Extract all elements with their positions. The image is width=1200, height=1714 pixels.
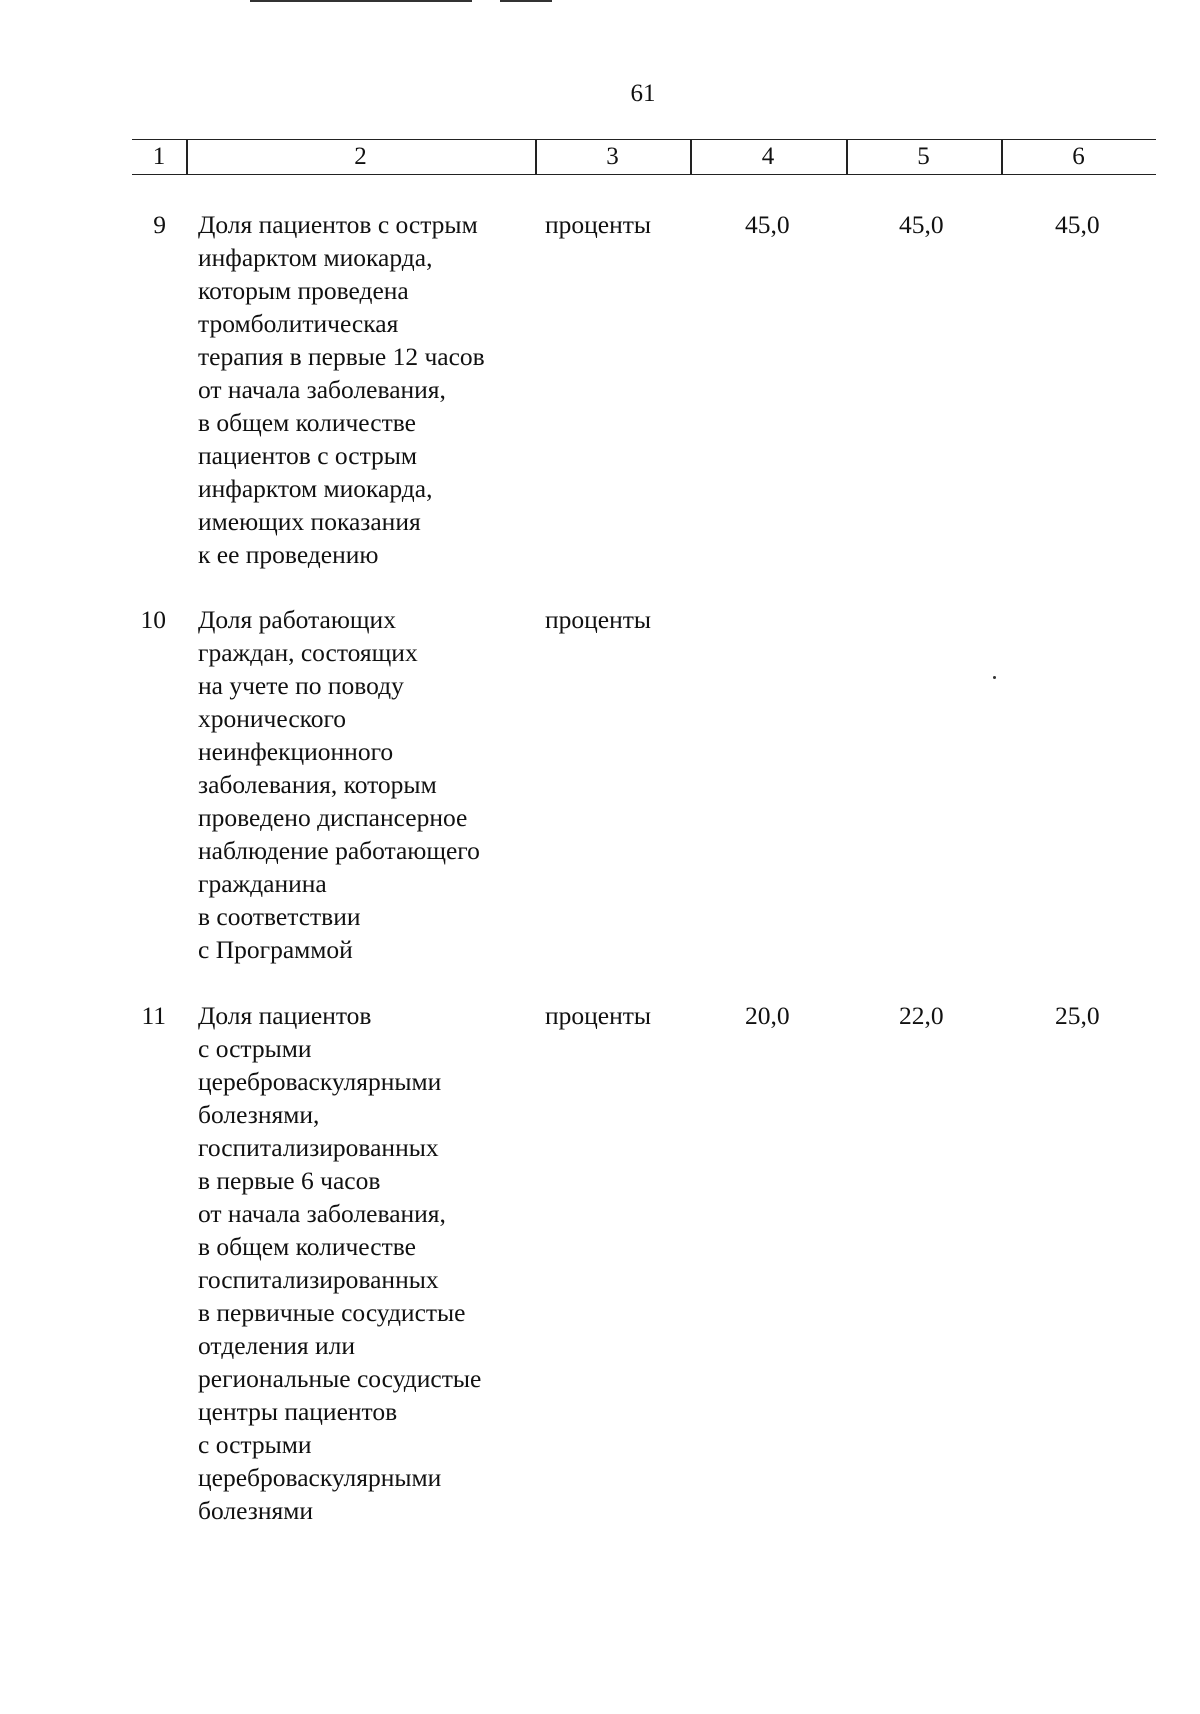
row-value: 45,0: [899, 210, 944, 239]
description-line: Доля пациентов: [198, 1001, 372, 1030]
description-line: на учете по поводу: [198, 671, 404, 700]
description-line: в первичные сосудистые: [198, 1298, 466, 1327]
description-line: в общем количестве: [198, 1232, 416, 1261]
row-number: 9: [153, 210, 166, 239]
description-line: тромболитическая: [198, 309, 399, 338]
row-description: [198, 999, 481, 1527]
description-line: инфарктом миокарда,: [198, 474, 433, 503]
scan-artifact-line: [250, 0, 472, 2]
description-line: к ее проведению: [198, 540, 379, 569]
description-line: от начала заболевания,: [198, 375, 446, 404]
description-line: в соответствии: [198, 902, 361, 931]
description-line: Доля пациентов с острым: [198, 210, 478, 239]
description-line: граждан, состоящих: [198, 638, 418, 667]
row-value: 22,0: [899, 1001, 944, 1030]
description-line: наблюдение работающего: [198, 836, 480, 865]
row-unit: проценты: [545, 210, 652, 239]
column-number: 3: [606, 143, 619, 170]
row-description: [198, 208, 485, 571]
description-line: региональные сосудистые: [198, 1364, 482, 1393]
description-line: имеющих показания: [198, 507, 421, 536]
description-line: проведено диспансерное: [198, 803, 468, 832]
description-line: инфарктом миокарда,: [198, 243, 433, 272]
column-number: 6: [1072, 143, 1085, 170]
description-line: цереброваскулярными: [198, 1067, 442, 1096]
description-line: пациентов с острым: [198, 441, 418, 470]
row-value: 25,0: [1055, 1001, 1100, 1030]
row-description: [198, 603, 480, 966]
column-number: 4: [761, 143, 775, 170]
row-value: 45,0: [1055, 210, 1100, 239]
description-line: в общем количестве: [198, 408, 416, 437]
description-line: с острыми: [198, 1034, 312, 1063]
description-line: отделения или: [198, 1331, 355, 1360]
description-line: с острыми: [198, 1430, 312, 1459]
column-number: 1: [152, 143, 166, 170]
description-line: Доля работающих: [198, 605, 396, 634]
description-line: неинфекционного: [198, 737, 394, 766]
description-line: болезнями,: [198, 1100, 320, 1129]
scan-artifact-line: [500, 0, 552, 2]
table-header-row: [132, 139, 1156, 175]
description-line: болезнями: [198, 1496, 313, 1525]
row-value: 45,0: [745, 210, 790, 239]
description-line: заболевания, которым: [198, 770, 437, 799]
description-line: гражданина: [198, 869, 327, 898]
description-line: в первые 6 часов: [198, 1166, 381, 1195]
row-number: 11: [141, 1001, 166, 1030]
description-line: терапия в первые 12 часов: [198, 342, 485, 371]
page-number: 61: [630, 80, 656, 107]
row-number: 10: [140, 605, 166, 634]
description-line: которым проведена: [198, 276, 409, 305]
row-unit: проценты: [545, 605, 652, 634]
column-number: 5: [917, 143, 930, 170]
row-unit: проценты: [545, 1001, 652, 1030]
description-line: госпитализированных: [198, 1265, 439, 1294]
row-value: 20,0: [745, 1001, 790, 1030]
description-line: госпитализированных: [198, 1133, 439, 1162]
scan-speck: [993, 676, 996, 679]
description-line: с Программой: [198, 935, 353, 964]
description-line: хронического: [198, 704, 347, 733]
description-line: цереброваскулярными: [198, 1463, 442, 1492]
column-number: 2: [354, 143, 367, 170]
description-line: от начала заболевания,: [198, 1199, 446, 1228]
description-line: центры пациентов: [198, 1397, 398, 1426]
